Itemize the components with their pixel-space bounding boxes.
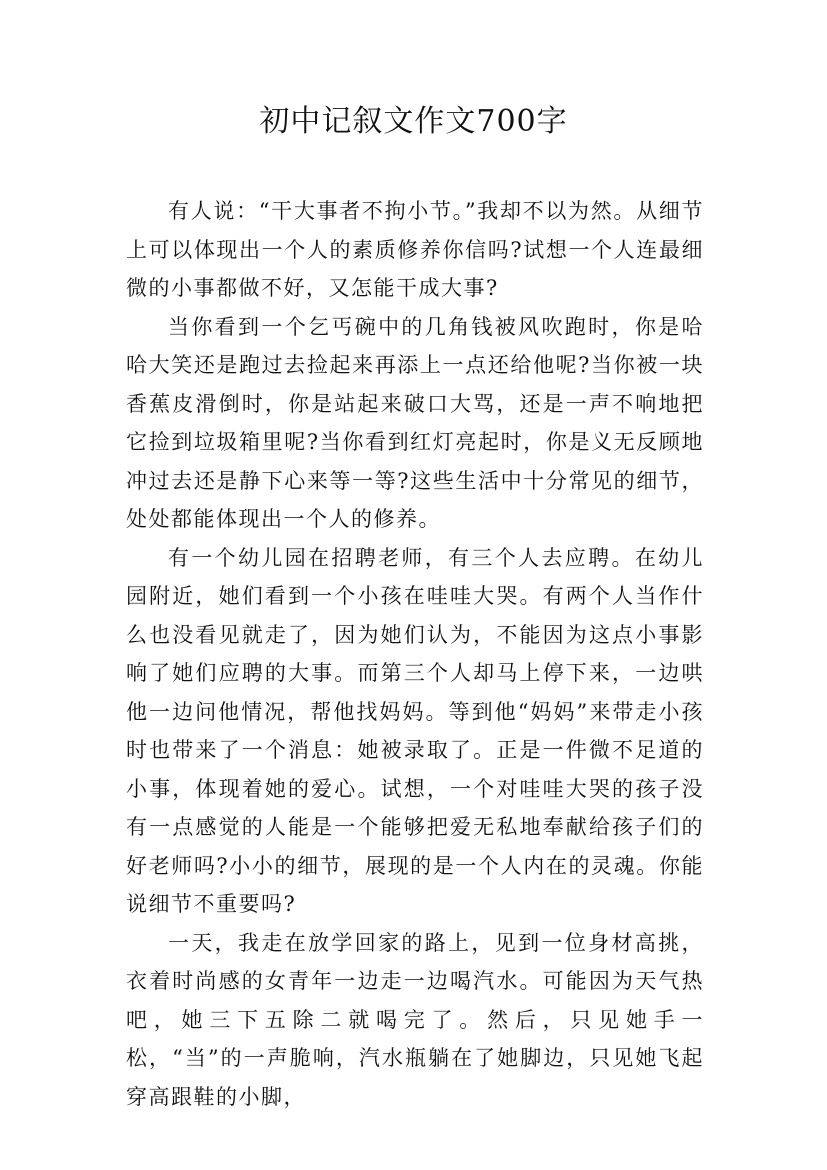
paragraph-3: 有一个幼儿园在招聘老师，有三个人去应聘。在幼儿园附近，她们看到一个小孩在哇哇大哭。有两个人当作什么也没看见就走了，因为她们认为，不能因为这点小事影响了她们应聘的大事。而第三个人却马上停下来，一边哄他一边问他情况，帮他找妈妈。等到他“妈妈”来带走小孩时也带来了一个消息：她被录取了。正是一件微不足道的小事，体现着她的爱心。试想，一个对哇哇大哭的孩子没有一点感觉的人能是一个能够把爱无私地奉献给孩子们的好老师吗?小小的细节，展现的是一个人内在的灵魂。你能说细节不重要吗? — [126, 545, 704, 916]
paragraph-2: 当你看到一个乞丐碗中的几角钱被风吹跑时，你是哈哈大笑还是跑过去捡起来再添上一点还给他呢?当你被一块香蕉皮滑倒时，你是站起来破口大骂，还是一声不响地把它捡到垃圾箱里呢?当你看到红灯亮起时，你是义无反顾地冲过去还是静下心来等一等?这些生活中十分常见的细节，处处都能体现出一个人的修养。 — [126, 314, 704, 531]
paragraph-4: 一天，我走在放学回家的路上，见到一位身材高挑，衣着时尚感的女青年一边走一边喝汽水。可能因为天气热吧，她三下五除二就喝完了。然后，只见她手一松，“当”的一声脆响，汽水瓶躺在了她脚边，只见她飞起穿高跟鞋的小脚， — [126, 930, 704, 1109]
document-body — [126, 192, 704, 1116]
paragraph-1: 有人说：“干大事者不拘小节。”我却不以为然。从细节上可以体现出一个人的素质修养你信吗?试想一个人连最细微的小事都做不好，又怎能干成大事? — [126, 199, 704, 300]
document-title: 初中记叙文作文700字 — [259, 104, 568, 139]
